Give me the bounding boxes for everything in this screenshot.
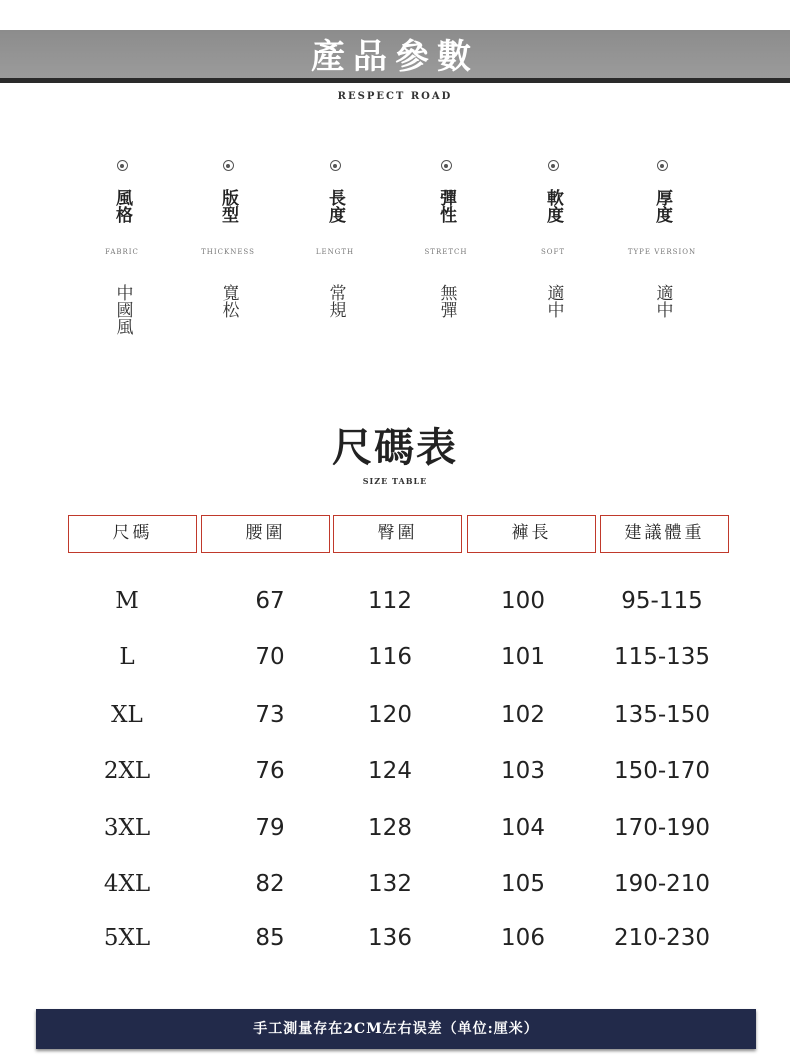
bullet-icon	[223, 160, 234, 171]
table-row	[0, 815, 790, 855]
param-length	[280, 160, 390, 322]
param-english: TYPE VERSION	[627, 248, 697, 256]
param-label: 彈性	[436, 189, 456, 223]
table-row	[0, 644, 790, 684]
param-english: LENGTH	[315, 248, 355, 256]
param-value: 適中	[543, 284, 564, 318]
cell-size: 5XL	[103, 925, 151, 951]
cell-length: 105	[501, 871, 545, 897]
cell-hip: 120	[368, 702, 412, 728]
cell-weight: 210-230	[613, 925, 711, 951]
param-label: 長度	[325, 189, 345, 223]
cell-size: 3XL	[103, 815, 151, 841]
cell-hip: 116	[368, 644, 412, 670]
param-stretch	[391, 160, 501, 322]
param-label: 風格	[112, 189, 132, 223]
cell-waist: 67	[255, 588, 285, 614]
param-english: SOFT	[540, 248, 566, 256]
cell-waist: 70	[255, 644, 285, 670]
param-english: FABRIC	[105, 248, 139, 256]
size-table-title: 尺碼表	[332, 424, 458, 471]
header-weight: 建議體重	[600, 515, 729, 553]
cell-weight: 150-170	[613, 758, 711, 784]
cell-length: 104	[501, 815, 545, 841]
cell-size: L	[119, 644, 135, 670]
param-style	[67, 160, 177, 339]
cell-weight: 115-135	[613, 644, 711, 670]
param-label: 版型	[218, 189, 238, 223]
bullet-icon	[117, 160, 128, 171]
param-label: 厚度	[652, 189, 672, 223]
cell-size: 2XL	[103, 758, 151, 784]
param-value: 無彈	[436, 284, 457, 318]
cell-weight: 135-150	[613, 702, 711, 728]
cell-weight: 190-210	[613, 871, 711, 897]
cell-waist: 73	[255, 702, 285, 728]
cell-length: 106	[501, 925, 545, 951]
cell-weight: 170-190	[613, 815, 711, 841]
cell-waist: 82	[255, 871, 285, 897]
param-value: 中國風	[112, 284, 133, 335]
cell-waist: 85	[255, 925, 285, 951]
cell-length: 103	[501, 758, 545, 784]
param-english: STRETCH	[424, 248, 468, 256]
bullet-icon	[330, 160, 341, 171]
bullet-icon	[657, 160, 668, 171]
cell-waist: 76	[255, 758, 285, 784]
cell-waist: 79	[255, 815, 285, 841]
param-softness	[498, 160, 608, 322]
header-waist: 腰圍	[201, 515, 330, 553]
param-value: 常規	[325, 284, 346, 318]
param-value: 寬松	[218, 284, 239, 318]
header-hip: 臀圍	[333, 515, 462, 553]
cell-hip: 136	[368, 925, 412, 951]
page-subtitle: RESPECT ROAD	[337, 91, 453, 102]
param-english: THICKNESS	[201, 248, 255, 256]
table-row	[0, 758, 790, 798]
size-table-subtitle: SIZE TABLE	[362, 476, 428, 486]
cell-hip: 112	[368, 588, 412, 614]
cell-size: M	[115, 588, 139, 614]
page-title: 產品參數	[311, 37, 479, 77]
cell-length: 100	[501, 588, 545, 614]
param-thickness	[607, 160, 717, 322]
bullet-icon	[441, 160, 452, 171]
cell-length: 102	[501, 702, 545, 728]
table-row	[0, 702, 790, 742]
table-row	[0, 925, 790, 965]
table-row	[0, 871, 790, 911]
header-size: 尺碼	[68, 515, 197, 553]
cell-hip: 128	[368, 815, 412, 841]
param-value: 適中	[652, 284, 673, 318]
cell-weight: 95-115	[621, 588, 703, 614]
measurement-note: 手工測量存在2CM左右误差（单位:厘米）	[36, 1009, 756, 1049]
bullet-icon	[548, 160, 559, 171]
table-row	[0, 588, 790, 628]
header-pants-length: 褲長	[467, 515, 596, 553]
cell-size: XL	[111, 702, 143, 728]
cell-hip: 124	[368, 758, 412, 784]
product-params	[0, 160, 790, 370]
cell-size: 4XL	[103, 871, 151, 897]
cell-hip: 132	[368, 871, 412, 897]
cell-length: 101	[501, 644, 545, 670]
param-label: 軟度	[543, 189, 563, 223]
param-fit	[173, 160, 283, 322]
